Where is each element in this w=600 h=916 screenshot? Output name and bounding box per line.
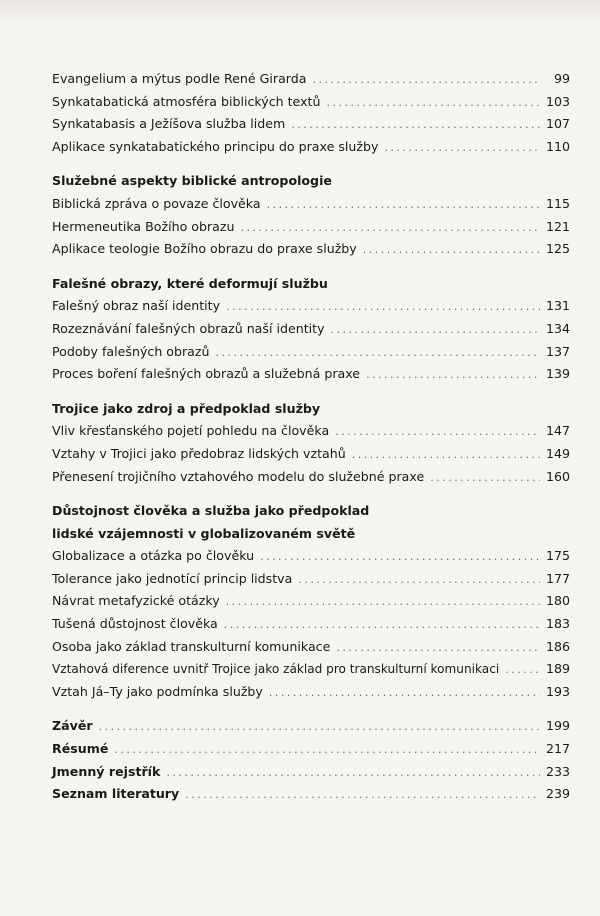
leader-dots [99,716,540,739]
section-gap [52,261,570,273]
toc-entry-page: 134 [545,320,570,336]
leader-dots [352,444,540,467]
toc-entry-title: Aplikace teologie Božího obrazu do praxe služby [52,241,357,257]
toc-entry-title: Hermeneutika Božího obrazu [52,218,235,234]
toc-entry-page: 121 [545,218,570,234]
toc-entry-page: 189 [545,661,570,677]
toc-entry[interactable] [52,761,570,784]
toc-entry[interactable] [52,738,570,761]
toc-entry[interactable] [52,715,570,738]
section-gap [52,158,570,170]
leader-dots [114,739,540,762]
toc-entry-page: 183 [545,616,570,632]
leader-dots [312,69,540,92]
toc-entry-title: Seznam literatury [52,786,180,802]
toc-entry-title: Závěr [52,718,93,734]
table-of-contents [52,68,570,806]
toc-entry-page: 233 [545,763,570,779]
leader-dots [226,296,540,319]
leader-dots [326,92,539,115]
toc-entry[interactable] [52,590,570,613]
leader-dots [384,137,540,160]
toc-entry-page: 115 [545,195,570,211]
leader-dots [505,659,540,682]
toc-entry[interactable] [52,113,570,136]
toc-entry-title: Evangelium a mýtus podle René Girarda [52,71,307,86]
leader-dots [366,364,540,387]
toc-entry-page: 177 [545,570,570,586]
leader-dots [331,319,540,342]
leader-dots [216,342,540,365]
toc-entry-page: 107 [545,116,570,132]
toc-entry-title: Osoba jako základ transkulturní komunikace [52,638,331,654]
toc-entry[interactable] [52,363,570,386]
leader-dots [269,682,540,705]
toc-entry-title: Tolerance jako jednotící princip lidstva [52,570,293,586]
toc-entry-title: Falešný obraz naší identity [52,298,221,314]
toc-entry-page: 199 [545,718,570,734]
section-heading: Důstojnost člověka a služba jako předpoklad [52,503,370,519]
toc-entry-page: 149 [545,445,570,461]
toc-entry-title: Proces boření falešných obrazů a služebná praxe [52,366,361,382]
toc-entry-page: 103 [545,93,570,109]
section-gap [52,386,570,398]
toc-entry-page: 125 [545,241,570,257]
toc-entry-page: 217 [545,741,570,757]
toc-entry[interactable] [52,193,570,216]
toc-entry-title: Rozeznávání falešných obrazů naší identity [52,320,325,336]
toc-entry[interactable] [52,238,570,261]
toc-entry-title: Jmenný rejstřík [52,763,161,779]
leader-dots [363,239,540,262]
leader-dots [267,194,540,217]
toc-entry[interactable] [52,68,570,91]
toc-entry[interactable] [52,443,570,466]
toc-entry-title: Tušená důstojnost člověka [52,616,218,632]
section-heading: lidské vzájemnosti v globalizovaném světě [52,525,356,541]
toc-entry-title: Vztahová diference uvnitř Trojice jako základ pro transkulturní komunikaci [52,662,500,677]
leader-dots [240,217,539,240]
toc-entry[interactable] [52,636,570,659]
toc-entry-title: Résumé [52,741,109,757]
toc-entry-title: Přenesení trojičního vztahového modelu do služebné praxe [52,468,425,484]
toc-entry-page: 137 [545,343,570,359]
leader-dots [335,421,540,444]
toc-entry-page: 186 [545,638,570,654]
toc-entry-page: 193 [545,683,570,699]
toc-entry[interactable] [52,568,570,591]
toc-entry[interactable] [52,295,570,318]
leader-dots [185,784,540,807]
toc-entry-title: Vliv křesťanského pojetí pohledu na člověka [52,423,330,439]
toc-entry-title: Globalizace a otázka po člověku [52,548,255,564]
toc-entry-page: 239 [545,786,570,802]
section-gap [52,703,570,715]
toc-entry-title: Synkatabatická atmosféra biblických textů [52,93,321,109]
toc-entry[interactable] [52,466,570,489]
toc-entry-page: 175 [545,548,570,564]
toc-entry-title: Vztah Já–Ty jako podmínka služby [52,683,263,699]
section-gap [52,488,570,500]
toc-entry-title: Vztahy v Trojici jako předobraz lidských vztahů [52,445,346,461]
toc-entry[interactable] [52,783,570,806]
toc-entry-title: Návrat metafyzické otázky [52,593,220,609]
toc-entry[interactable] [52,545,570,568]
toc-entry[interactable] [52,216,570,239]
toc-entry[interactable] [52,318,570,341]
toc-entry-page: 131 [545,298,570,314]
leader-dots [224,614,540,637]
leader-dots [336,637,540,660]
toc-entry-page: 99 [553,71,570,86]
leader-dots [166,762,540,785]
leader-dots [226,591,540,614]
toc-entry[interactable] [52,91,570,114]
toc-entry[interactable] [52,136,570,159]
toc-entry[interactable] [52,341,570,364]
toc-entry-page: 139 [545,366,570,382]
section-heading: Služebné aspekty biblické antropologie [52,173,332,189]
section-heading: Falešné obrazy, které deformují službu [52,275,328,291]
toc-entry-title: Biblická zpráva o povaze člověka [52,195,261,211]
leader-dots [291,114,540,137]
toc-entry-page: 180 [545,593,570,609]
leader-dots [430,467,540,490]
section-heading: Trojice jako zdroj a předpoklad služby [52,400,321,416]
leader-dots [298,569,540,592]
toc-entry-page: 160 [545,468,570,484]
toc-entry-title: Podoby falešných obrazů [52,343,210,359]
toc-entry-title: Synkatabasis a Ježíšova služba lidem [52,116,286,132]
toc-entry[interactable] [52,658,570,681]
toc-entry-page: 110 [545,138,570,154]
toc-entry[interactable] [52,681,570,704]
page-top-edge [0,0,600,22]
toc-entry-title: Aplikace synkatabatického principu do praxe služby [52,138,379,154]
toc-entry[interactable] [52,613,570,636]
toc-entry-page: 147 [545,423,570,439]
toc-entry[interactable] [52,420,570,443]
leader-dots [260,546,540,569]
